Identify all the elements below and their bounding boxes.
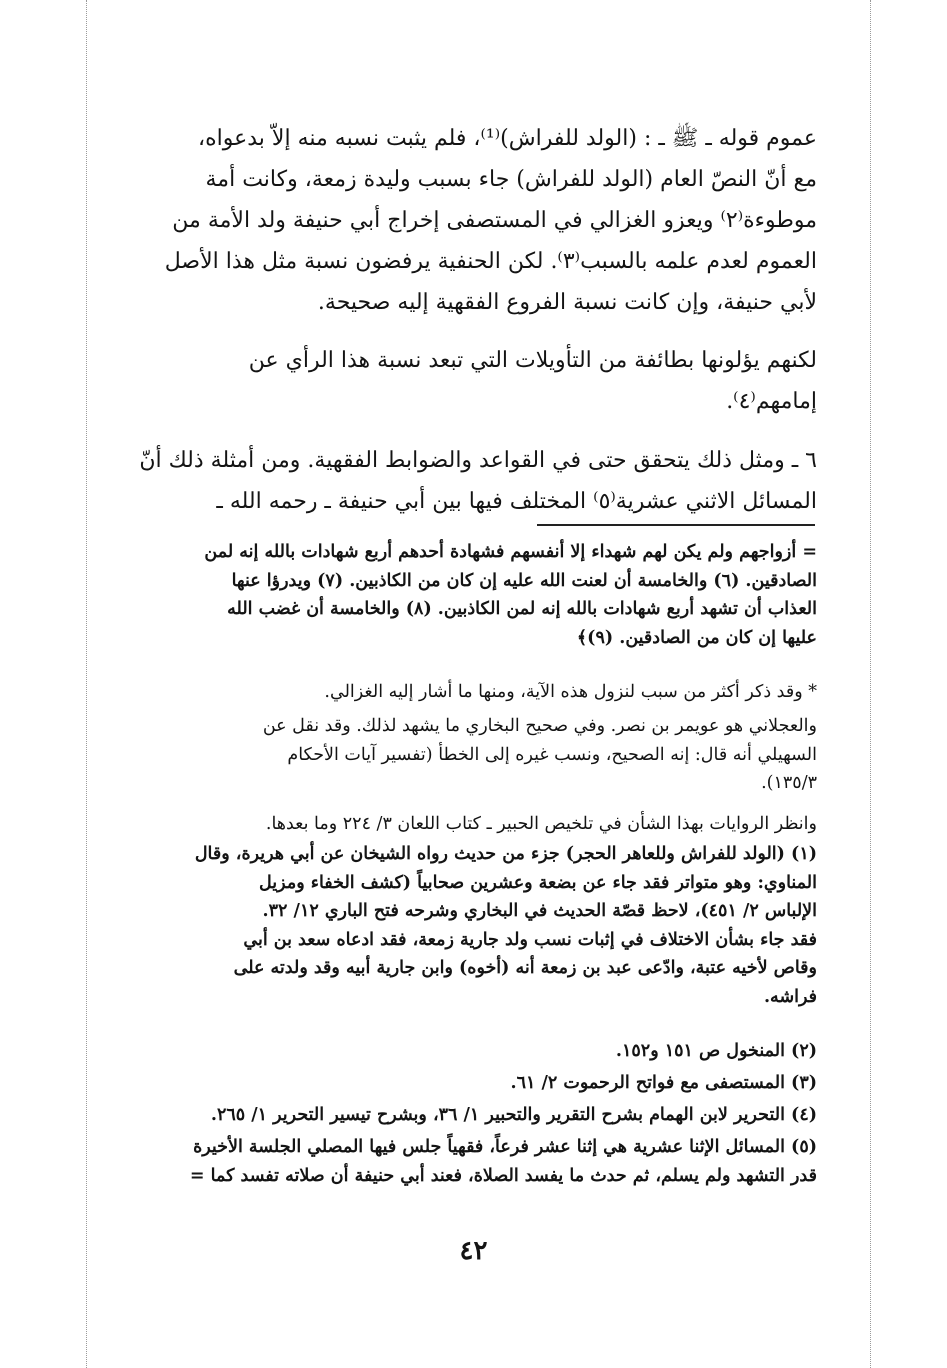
footnote-line: فقد جاء بشأن الاختلاف في إثبات نسب ولد جارية زمعة، فقد ادعاه سعد بن أبي bbox=[243, 929, 817, 950]
footnote-line: (٢) المنخول ص ١٥١ و١٥٢. bbox=[615, 1041, 817, 1061]
footnote-line: (٣) المستصفى مع فواتح الرحموت ٢/ ٦١. bbox=[510, 1073, 817, 1093]
footnote-see-also bbox=[127, 810, 817, 839]
footnote-line: العذاب أن تشهد أربع شهادات بالله إنه لمن الكاذبين. (٨) والخامسة أن غضب الله bbox=[227, 599, 817, 619]
body-line: عموم قوله ـ ﷺ ـ : (الولد للفراش)⁽¹⁾، فلم يثبت نسبه منه إلاّ بدعواه، bbox=[198, 126, 817, 151]
body-line: لأبي حنيفة، وإن كانت نسبة الفروع الفقهية إليه صحيحة. bbox=[317, 290, 817, 315]
footnote-line: ١٣٥/٣). bbox=[761, 773, 817, 793]
body-line: لكنهم يؤلونها بطائفة من التأويلات التي تبعد نسبة هذا الرأي عن bbox=[248, 348, 817, 373]
footnote-line: وقاص لأخيه عتبة، وادّعى عبد بن زمعة أنه (أخوه) وابن جارية أبيه وقد ولدته على bbox=[233, 958, 817, 978]
body-line: المسائل الاثني عشرية⁽٥⁾ المختلف فيها بين أبي حنيفة ـ رحمه الله ـ bbox=[216, 489, 817, 514]
footnote-line: المناوي: وهو متواتر فقد جاء عن بضعة وعشرين صحابياً (كشف الخفاء ومزيل bbox=[259, 872, 817, 893]
footnote-line: والعجلاني هو عويمر بن نصر. وفي صحيح البخاري ما يشهد لذلك. وقد نقل عن bbox=[262, 716, 817, 736]
footnote-2 bbox=[127, 1037, 817, 1066]
page-number: ٤٢ bbox=[459, 1236, 488, 1266]
body-paragraph-2 bbox=[137, 340, 817, 422]
footnote-line: قدر التشهد ولم يسلم، ثم حدث ما يفسد الصلاة، فعند أبي حنيفة أن صلاته تفسد كما = bbox=[189, 1165, 817, 1186]
footnote-line: عليها إن كان من الصادقين. (٩)﴾ bbox=[576, 627, 817, 648]
footnote-line: الصادقين. (٦) والخامسة أن لعنت الله عليه إن كان من الكاذبين. (٧) ويدرؤا عنها bbox=[231, 570, 817, 591]
footnote-ajlani-note bbox=[127, 712, 817, 798]
footnote-separator bbox=[537, 524, 815, 526]
footnote-line: (١) (الولد للفراش وللعاهر الحجر) جزء من حديث رواه الشيخان عن أبي هريرة، وقال bbox=[194, 844, 817, 864]
footnote-line: الإلباس ٢/ ٤٥١)، لاحظ قصّة الحديث في البخاري وشرحه فتح الباري ١٢/ ٣٢. bbox=[262, 901, 817, 921]
footnote-line: = أزواجهم ولم يكن لهم شهداء إلا أنفسهم فشهادة أحدهم أربع شهادات بالله إنه لمن bbox=[204, 542, 817, 562]
body-line: ٦ ـ ومثل ذلك يتحقق حتى في القواعد والضوابط الفقهية. ومن أمثلة ذلك أنّ bbox=[139, 448, 817, 473]
footnote-line: (٤) التحرير لابن الهمام بشرح التقرير والتحبير ١/ ٣٦، وبشرح تيسير التحرير ١/ ٢٦٥. bbox=[210, 1105, 817, 1125]
footnote-line: فراشه. bbox=[763, 986, 817, 1007]
footnote-line: (٥) المسائل الإثنا عشرية هي إثنا عشر فرعاً، فقهياً جلس فيها المصلي الجلسة الأخيرة bbox=[193, 1137, 817, 1157]
footnote-5 bbox=[127, 1133, 817, 1190]
footnote-3 bbox=[127, 1069, 817, 1098]
body-line: مع أنّ النصّ العام (الولد للفراش) جاء بسبب وليدة زمعة، وكانت أمة bbox=[205, 167, 817, 192]
body-line: العموم لعدم علمه بالسبب⁽٣⁾. لكن الحنفية يرفضون نسبة مثل هذا الأصل bbox=[164, 249, 817, 274]
footnote-line: * وقد ذكر أكثر من سبب لنزول هذه الآية، ومنها ما أشار إليه الغزالي. bbox=[324, 682, 817, 702]
footnote-line: وانظر الروايات بهذا الشأن في تلخيص الحبير ـ كتاب اللعان ٣/ ٢٢٤ وما بعدها. bbox=[265, 814, 817, 834]
scan-margin-line bbox=[870, 0, 873, 1368]
scan-margin-line bbox=[86, 0, 89, 1368]
body-paragraph-3 bbox=[137, 440, 817, 522]
body-line: إمامهم⁽٤⁾. bbox=[726, 389, 817, 414]
body-line: موطوءة⁽٢⁾ ويعزو الغزالي في المستصفى إخراج أبي حنيفة ولد الأمة من bbox=[172, 208, 817, 233]
footnote-continuation bbox=[127, 538, 817, 652]
footnote-4 bbox=[127, 1101, 817, 1130]
footnote-line: السهيلي أنه قال: إنه الصحيح، ونسب غيره إلى الخطأ (تفسير آيات الأحكام bbox=[287, 744, 817, 765]
footnote-asterisk-note bbox=[127, 678, 817, 707]
body-paragraph-1 bbox=[137, 118, 817, 323]
footnote-1 bbox=[127, 840, 817, 1011]
